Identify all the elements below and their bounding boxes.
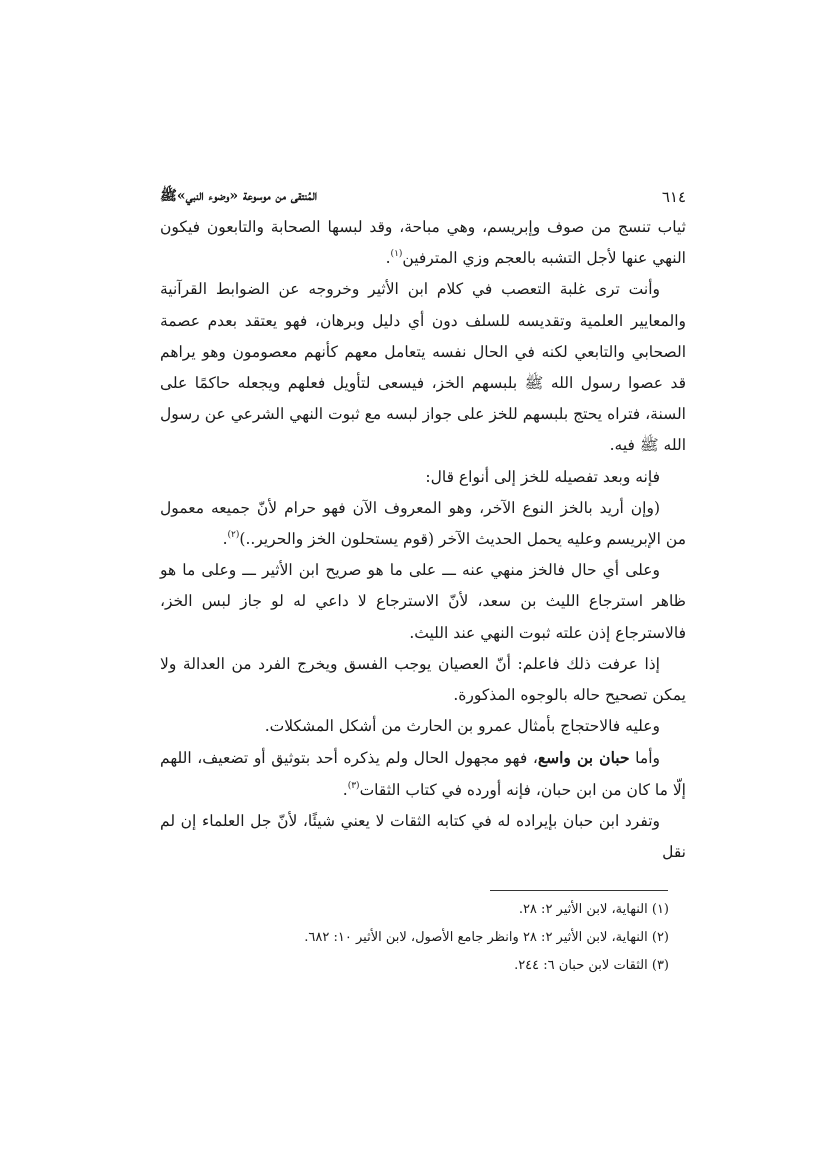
text-segment: وأنت ترى غلبة التعصب في كلام ابن الأثير وخروجه عن الضوابط القرآنية والمعايير العلمية وتقديسه للسلف دون أي دليل وبرهان، فهو يعتقد بعدم عصمة الصحابي والتابعي لكنه في الحال نفسه يتعامل معهم كأنهم معصومون وهو يراهم قد عصوا رسول الله ﷺ بلبسهم الخز، فيسعى لتأويل فعلهم ويجعله حاكمًا على السنة، فتراه يحتج بلبسهم للخز على جواز لبسه مع ثبوت النهي الشرعي عن رسول الله ﷺ فيه.: [160, 280, 686, 455]
text-segment: .: [222, 530, 228, 549]
text-segment: ثياب تنسج من صوف وإبريسم، وهي مباحة، وقد لبسها الصحابة والتابعون فيكون النهي عنها لأجل التشبه بالعجم وزي المترفين: [160, 218, 686, 268]
paragraph: [160, 274, 686, 461]
running-title: المُنتقى من موسوعة «وضوء النبي»ﷺ: [160, 188, 318, 204]
page-header: [160, 184, 686, 210]
paragraph: [160, 742, 686, 805]
footnote-ref: (٣): [347, 780, 360, 791]
text-segment: ، فهو مجهول الحال ولم يذكره أحد بتوثيق أو تضعيف، اللهم إلّا ما كان من ابن حبان، فإنه أورده في كتاب الثقات: [160, 749, 686, 799]
footnote: (٣) الثقات لابن حبان ٦: ٢٤٤.: [514, 958, 669, 973]
footnote-ref: (٢): [227, 530, 240, 541]
paragraph: [160, 649, 686, 711]
page-number: ٦١٤: [661, 188, 686, 206]
text-segment: وتفرد ابن حبان بإيراده له في كتابه الثقات لا يعني شيئًا، لأنّ جل العلماء إن لم نقل: [160, 811, 686, 862]
paragraph: [160, 493, 686, 555]
paragraph: [160, 806, 686, 868]
footnotes: [160, 896, 669, 980]
text-segment: إذا عرفت ذلك فاعلم: أنّ العصيان يوجب الفسق ويخرج الفرد من العدالة ولا يمكن تصحيح حاله بالوجوه المذكورة.: [160, 654, 686, 705]
text-segment: فإنه وبعد تفصيله للخز إلى أنواع قال:: [425, 467, 660, 486]
text-segment: وعلى أي حال فالخز منهي عنه ـــ على ما هو صريح ابن الأثير ـــ وعلى ما هو ظاهر استرجاع الليث بن سعد، لأنّ الاسترجاع لا داعي له لو جاز لبس الخز، فالاسترجاع إذن علته ثبوت النهي عند الليث.: [160, 561, 686, 642]
text-segment: وأما: [629, 749, 660, 768]
paragraph: [160, 462, 686, 493]
text-segment: وعليه فالاحتجاج بأمثال عمرو بن الحارث من أشكل المشكلات.: [264, 717, 660, 736]
bold-name: حبان بن واسع: [537, 748, 630, 768]
footnote-ref: (١): [390, 249, 403, 260]
text-segment: .: [342, 780, 348, 799]
footnote: (٢) النهاية، لابن الأثير ٢: ٢٨ وانظر جامع الأصول، لابن الأثير ١٠: ٦٨٢.: [304, 930, 669, 945]
text-segment: (وإن أريد بالخز النوع الآخر، وهو المعروف الآن فهو حرام لأنّ جميعه معمول من الإبريسم وعليه يحمل الحديث الآخر (قوم يستحلون الخز والحرير..): [160, 498, 686, 549]
footnote: (١) النهاية، لابن الأثير ٢: ٢٨.: [518, 902, 669, 917]
text-segment: .: [385, 249, 391, 268]
main-text: [160, 212, 686, 868]
paragraph: [160, 212, 686, 274]
paragraph: [160, 555, 686, 649]
paragraph: [160, 711, 686, 742]
footnote-separator: [490, 890, 668, 891]
